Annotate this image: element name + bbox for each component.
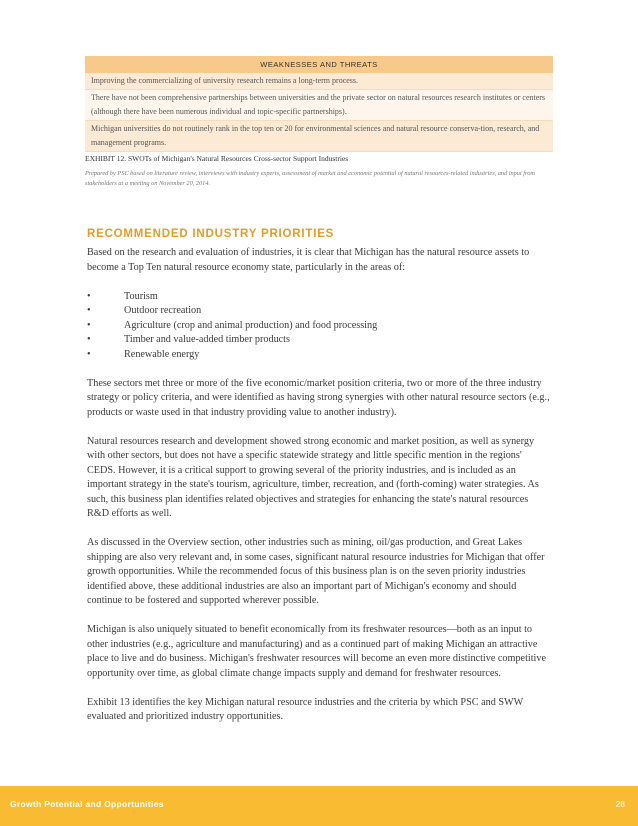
list-item [87, 290, 551, 305]
swot-table [85, 56, 553, 152]
paragraph: Michigan is also uniquely situated to benefit economically from its freshwater resources—both as an input to other industries (e.g., agriculture and manufacturing) and as a continued part of making Michigan an attractive place to live and do business. Michigan's freshwater resources will become an even more distinctive competitive opportunity over time, as global climate change impacts supply and demand for freshwater resources. [87, 624, 546, 679]
bullet-icon: • [87, 334, 91, 345]
list-item-label: Timber and value-added timber products [124, 334, 290, 345]
list-item [87, 304, 551, 319]
exhibit-source-note: Prepared by PSC based on literature review, interviews with industry experts, assessment of market and economic potential of natural resources-related industries, and input from stakeholders at a meeting on November 20, 2014. [85, 170, 535, 187]
priority-list [87, 290, 551, 363]
list-item-label: Tourism [124, 290, 158, 302]
list-item [87, 348, 551, 363]
list-item-label: Renewable energy [124, 348, 200, 360]
bullet-icon: • [87, 319, 91, 331]
list-item-label: Agriculture (crop and animal production) and food processing [124, 319, 378, 331]
list-item [87, 333, 551, 348]
footer-bar [0, 786, 638, 826]
footer-section-label: Growth Potential and Opportunities [10, 799, 164, 809]
section-title: RECOMMENDED INDUSTRY PRIORITIES [87, 228, 335, 240]
table-row: There have not been comprehensive partnerships between universities and the private sector on natural resources research institutes or centers (although there have been numerous individual and topic-specific partnerships). [85, 90, 553, 121]
list-item-label: Outdoor recreation [124, 305, 202, 316]
list-item [87, 319, 551, 334]
table-row: Improving the commercializing of university research remains a long-term process. [85, 73, 553, 90]
bullet-icon: • [87, 290, 91, 302]
table-header: WEAKNESSES AND THREATS [85, 56, 553, 73]
intro-paragraph: Based on the research and evaluation of industries, it is clear that Michigan has the natural resource assets to become a Top Ten natural resource economy state, particularly in the areas of: [87, 247, 530, 273]
bullet-icon: • [87, 348, 91, 360]
exhibit-caption: EXHIBIT 12. SWOTs of Michigan's Natural Resources Cross-sector Support Industries [85, 154, 349, 163]
paragraph: As discussed in the Overview section, other industries such as mining, oil/gas production, and Great Lakes shipping are also very relevant and, in some cases, significant natural resource industries for Michigan that offer growth opportunities. While the recommended focus of this business plan is on the seven priority industries identified above, these additional industries are also an important part of Michigan's economy and should continue to be fostered and supported wherever possible. [87, 537, 545, 606]
paragraph: Natural resources research and development showed strong economic and market position, as well as synergy with other sectors, but does not have a specific statewide strategy and little specific mention in the regions' CEDS. However, it is a critical support to growing several of the priority industries, and is included as an important strategy in the state's tourism, agriculture, timber, recreation, and (forth-coming) water strategies. As such, this business plan identifies related objectives and strategies for enhancing the state's natural resources R&D efforts as well. [87, 435, 539, 519]
body-text [87, 246, 551, 739]
paragraph: Exhibit 13 identifies the key Michigan natural resource industries and the criteria by which PSC and SWW evaluated and prioritized industry opportunities. [87, 696, 524, 722]
paragraph: These sectors met three or more of the five economic/market position criteria, two or more of the three industry strategy or policy criteria, and were identified as having strong synergies with other natural resource sectors (e.g., products or waste used in that industry providing value to another industry). [87, 377, 550, 418]
page-number: 28 [615, 799, 625, 809]
bullet-icon: • [87, 305, 91, 316]
table-row: Michigan universities do not routinely rank in the top ten or 20 for environmental sciences and natural resource conserva-tion, research, and management programs. [85, 121, 553, 152]
